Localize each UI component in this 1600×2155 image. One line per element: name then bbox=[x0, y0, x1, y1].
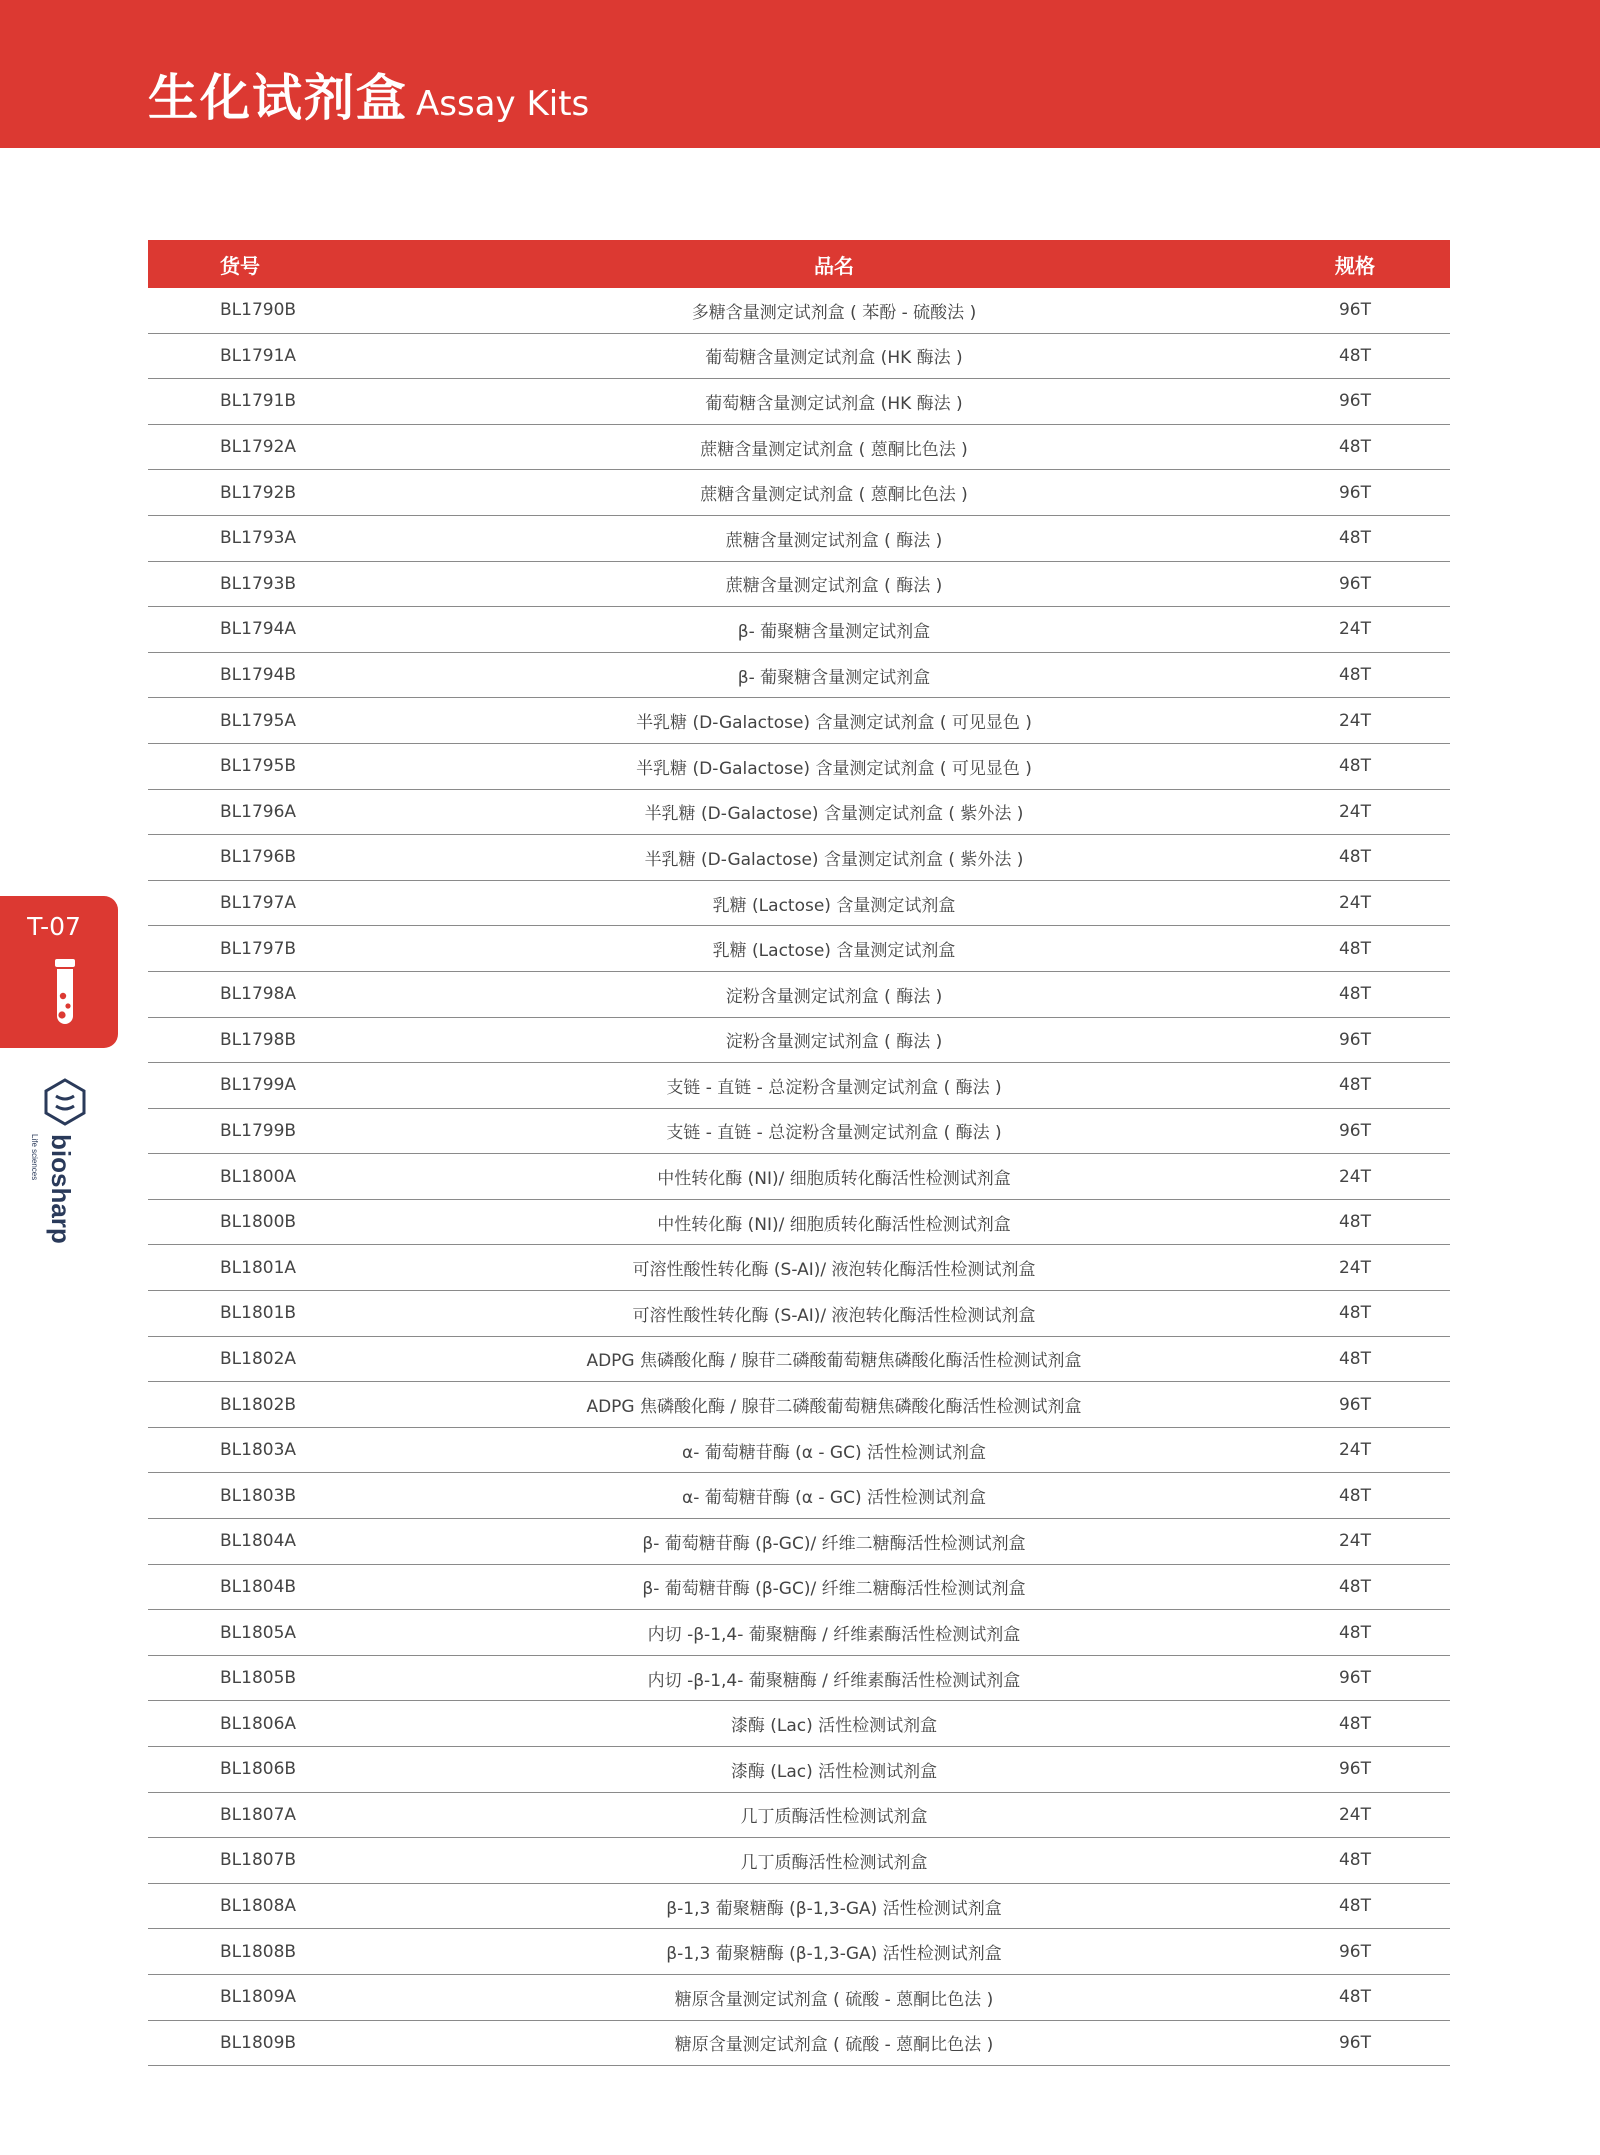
table-row bbox=[148, 1929, 1450, 1975]
cell-spec: 48T bbox=[1220, 1974, 1450, 2020]
cell-product-code: BL1797A bbox=[148, 880, 448, 926]
cell-spec: 96T bbox=[1220, 1108, 1450, 1154]
cell-product-code: BL1791B bbox=[148, 379, 448, 425]
table-row bbox=[148, 1974, 1450, 2020]
cell-product-name: 中性转化酶 (NI)/ 细胞质转化酶活性检测试剂盒 bbox=[448, 1154, 1220, 1200]
column-header-name: 品名 bbox=[448, 240, 1220, 288]
cell-product-code: BL1794A bbox=[148, 607, 448, 653]
table-row bbox=[148, 288, 1450, 333]
cell-spec: 48T bbox=[1220, 1564, 1450, 1610]
cell-product-name: 漆酶 (Lac) 活性检测试剂盒 bbox=[448, 1747, 1220, 1793]
cell-product-name: ADPG 焦磷酸化酶 / 腺苷二磷酸葡萄糖焦磷酸化酶活性检测试剂盒 bbox=[448, 1382, 1220, 1428]
cell-product-code: BL1801B bbox=[148, 1291, 448, 1337]
cell-spec: 48T bbox=[1220, 1473, 1450, 1519]
cell-product-name: ADPG 焦磷酸化酶 / 腺苷二磷酸葡萄糖焦磷酸化酶活性检测试剂盒 bbox=[448, 1336, 1220, 1382]
cell-product-name: β- 葡聚糖含量测定试剂盒 bbox=[448, 607, 1220, 653]
cell-spec: 24T bbox=[1220, 1519, 1450, 1565]
cell-product-code: BL1809A bbox=[148, 1974, 448, 2020]
cell-product-code: BL1803A bbox=[148, 1427, 448, 1473]
header-banner bbox=[0, 0, 1600, 148]
cell-product-name: 淀粉含量测定试剂盒 ( 酶法 ) bbox=[448, 971, 1220, 1017]
page-title-cn: 生化试剂盒 bbox=[148, 69, 408, 127]
cell-product-name: 支链 - 直链 - 总淀粉含量测定试剂盒 ( 酶法 ) bbox=[448, 1063, 1220, 1109]
table-row bbox=[148, 607, 1450, 653]
cell-spec: 48T bbox=[1220, 1291, 1450, 1337]
section-side-tab bbox=[0, 896, 118, 1048]
table-row bbox=[148, 515, 1450, 561]
table-row bbox=[148, 1017, 1450, 1063]
test-tube-icon bbox=[52, 958, 78, 1028]
table-row bbox=[148, 698, 1450, 744]
cell-product-code: BL1792B bbox=[148, 470, 448, 516]
table-row bbox=[148, 1564, 1450, 1610]
page-title-en: Assay Kits bbox=[416, 84, 590, 124]
product-table bbox=[148, 240, 1450, 2066]
table-row bbox=[148, 926, 1450, 972]
cell-product-code: BL1790B bbox=[148, 288, 448, 333]
cell-product-code: BL1798B bbox=[148, 1017, 448, 1063]
cell-product-name: 可溶性酸性转化酶 (S-AI)/ 液泡转化酶活性检测试剂盒 bbox=[448, 1291, 1220, 1337]
cell-spec: 48T bbox=[1220, 971, 1450, 1017]
table-row bbox=[148, 743, 1450, 789]
cell-spec: 96T bbox=[1220, 1655, 1450, 1701]
cell-product-code: BL1795B bbox=[148, 743, 448, 789]
cell-product-code: BL1800B bbox=[148, 1199, 448, 1245]
cell-product-name: β- 葡萄糖苷酶 (β-GC)/ 纤维二糖酶活性检测试剂盒 bbox=[448, 1564, 1220, 1610]
cell-spec: 96T bbox=[1220, 470, 1450, 516]
cell-product-name: 半乳糖 (D-Galactose) 含量测定试剂盒 ( 可见显色 ) bbox=[448, 698, 1220, 744]
cell-spec: 48T bbox=[1220, 1610, 1450, 1656]
table-row bbox=[148, 1427, 1450, 1473]
cell-spec: 48T bbox=[1220, 333, 1450, 379]
cell-product-name: 乳糖 (Lactose) 含量测定试剂盒 bbox=[448, 926, 1220, 972]
cell-spec: 96T bbox=[1220, 1747, 1450, 1793]
table-row bbox=[148, 1199, 1450, 1245]
cell-product-name: 内切 -β-1,4- 葡聚糖酶 / 纤维素酶活性检测试剂盒 bbox=[448, 1655, 1220, 1701]
cell-product-code: BL1806B bbox=[148, 1747, 448, 1793]
cell-spec: 24T bbox=[1220, 698, 1450, 744]
cell-product-code: BL1806A bbox=[148, 1701, 448, 1747]
cell-product-code: BL1801A bbox=[148, 1245, 448, 1291]
table-row bbox=[148, 379, 1450, 425]
cell-spec: 24T bbox=[1220, 1245, 1450, 1291]
cell-spec: 96T bbox=[1220, 379, 1450, 425]
cell-product-code: BL1805B bbox=[148, 1655, 448, 1701]
table-header-row bbox=[148, 240, 1450, 288]
cell-product-code: BL1800A bbox=[148, 1154, 448, 1200]
product-table-container bbox=[148, 240, 1450, 2066]
cell-product-name: 几丁质酶活性检测试剂盒 bbox=[448, 1838, 1220, 1884]
table-row bbox=[148, 1610, 1450, 1656]
table-body bbox=[148, 288, 1450, 2066]
cell-product-name: 半乳糖 (D-Galactose) 含量测定试剂盒 ( 紫外法 ) bbox=[448, 789, 1220, 835]
cell-product-name: 半乳糖 (D-Galactose) 含量测定试剂盒 ( 紫外法 ) bbox=[448, 835, 1220, 881]
cell-product-code: BL1796A bbox=[148, 789, 448, 835]
cell-product-name: 多糖含量测定试剂盒 ( 苯酚 - 硫酸法 ) bbox=[448, 288, 1220, 333]
table-row bbox=[148, 1838, 1450, 1884]
cell-spec: 48T bbox=[1220, 1701, 1450, 1747]
cell-spec: 96T bbox=[1220, 2020, 1450, 2066]
cell-product-code: BL1804B bbox=[148, 1564, 448, 1610]
table-row bbox=[148, 561, 1450, 607]
cell-product-code: BL1799A bbox=[148, 1063, 448, 1109]
column-header-code: 货号 bbox=[148, 240, 448, 288]
brand-tagline: Life sciences bbox=[30, 1134, 39, 1181]
cell-product-name: α- 葡萄糖苷酶 (α - GC) 活性检测试剂盒 bbox=[448, 1427, 1220, 1473]
table-row bbox=[148, 1473, 1450, 1519]
table-row bbox=[148, 2020, 1450, 2066]
cell-product-name: 支链 - 直链 - 总淀粉含量测定试剂盒 ( 酶法 ) bbox=[448, 1108, 1220, 1154]
cell-product-code: BL1797B bbox=[148, 926, 448, 972]
brand-name: biosharp bbox=[46, 1134, 76, 1244]
cell-spec: 96T bbox=[1220, 1929, 1450, 1975]
cell-product-code: BL1795A bbox=[148, 698, 448, 744]
cell-product-code: BL1802B bbox=[148, 1382, 448, 1428]
cell-spec: 48T bbox=[1220, 835, 1450, 881]
cell-spec: 48T bbox=[1220, 515, 1450, 561]
table-row bbox=[148, 1655, 1450, 1701]
cell-product-name: β- 葡萄糖苷酶 (β-GC)/ 纤维二糖酶活性检测试剂盒 bbox=[448, 1519, 1220, 1565]
cell-spec: 48T bbox=[1220, 1336, 1450, 1382]
cell-spec: 48T bbox=[1220, 743, 1450, 789]
cell-spec: 24T bbox=[1220, 1427, 1450, 1473]
cell-spec: 24T bbox=[1220, 1154, 1450, 1200]
table-row bbox=[148, 1701, 1450, 1747]
cell-product-code: BL1807A bbox=[148, 1792, 448, 1838]
cell-product-code: BL1792A bbox=[148, 424, 448, 470]
table-row bbox=[148, 1382, 1450, 1428]
cell-product-name: 蔗糖含量测定试剂盒 ( 蒽酮比色法 ) bbox=[448, 424, 1220, 470]
cell-product-code: BL1802A bbox=[148, 1336, 448, 1382]
table-row bbox=[148, 1154, 1450, 1200]
cell-product-name: 淀粉含量测定试剂盒 ( 酶法 ) bbox=[448, 1017, 1220, 1063]
cell-product-name: 糖原含量测定试剂盒 ( 硫酸 - 蒽酮比色法 ) bbox=[448, 2020, 1220, 2066]
table-row bbox=[148, 1519, 1450, 1565]
cell-product-code: BL1803B bbox=[148, 1473, 448, 1519]
cell-spec: 48T bbox=[1220, 1838, 1450, 1884]
cell-product-code: BL1794B bbox=[148, 652, 448, 698]
table-row bbox=[148, 1245, 1450, 1291]
table-row bbox=[148, 470, 1450, 516]
cell-spec: 96T bbox=[1220, 561, 1450, 607]
cell-spec: 96T bbox=[1220, 1017, 1450, 1063]
table-row bbox=[148, 1792, 1450, 1838]
cell-spec: 48T bbox=[1220, 652, 1450, 698]
cell-product-name: 葡萄糖含量测定试剂盒 (HK 酶法 ) bbox=[448, 379, 1220, 425]
table-row bbox=[148, 835, 1450, 881]
cell-spec: 24T bbox=[1220, 607, 1450, 653]
cell-spec: 48T bbox=[1220, 1199, 1450, 1245]
cell-product-code: BL1799B bbox=[148, 1108, 448, 1154]
table-row bbox=[148, 971, 1450, 1017]
cell-spec: 96T bbox=[1220, 288, 1450, 333]
cell-product-code: BL1793A bbox=[148, 515, 448, 561]
cell-product-name: β-1,3 葡聚糖酶 (β-1,3-GA) 活性检测试剂盒 bbox=[448, 1883, 1220, 1929]
page-title bbox=[148, 58, 589, 130]
table-row bbox=[148, 424, 1450, 470]
cell-product-name: 内切 -β-1,4- 葡聚糖酶 / 纤维素酶活性检测试剂盒 bbox=[448, 1610, 1220, 1656]
brand-logo bbox=[30, 1078, 92, 1258]
cell-product-code: BL1808A bbox=[148, 1883, 448, 1929]
cell-product-name: 葡萄糖含量测定试剂盒 (HK 酶法 ) bbox=[448, 333, 1220, 379]
cell-spec: 24T bbox=[1220, 789, 1450, 835]
cell-product-code: BL1807B bbox=[148, 1838, 448, 1884]
cell-product-name: β-1,3 葡聚糖酶 (β-1,3-GA) 活性检测试剂盒 bbox=[448, 1929, 1220, 1975]
cell-product-code: BL1793B bbox=[148, 561, 448, 607]
table-row bbox=[148, 1108, 1450, 1154]
cell-spec: 24T bbox=[1220, 1792, 1450, 1838]
cell-product-name: 蔗糖含量测定试剂盒 ( 酶法 ) bbox=[448, 515, 1220, 561]
table-row bbox=[148, 1747, 1450, 1793]
cell-product-name: 蔗糖含量测定试剂盒 ( 酶法 ) bbox=[448, 561, 1220, 607]
cell-product-name: 乳糖 (Lactose) 含量测定试剂盒 bbox=[448, 880, 1220, 926]
cell-product-name: α- 葡萄糖苷酶 (α - GC) 活性检测试剂盒 bbox=[448, 1473, 1220, 1519]
cell-product-name: 半乳糖 (D-Galactose) 含量测定试剂盒 ( 可见显色 ) bbox=[448, 743, 1220, 789]
cell-product-name: 中性转化酶 (NI)/ 细胞质转化酶活性检测试剂盒 bbox=[448, 1199, 1220, 1245]
cell-product-name: 漆酶 (Lac) 活性检测试剂盒 bbox=[448, 1701, 1220, 1747]
cell-product-code: BL1808B bbox=[148, 1929, 448, 1975]
cell-product-name: β- 葡聚糖含量测定试剂盒 bbox=[448, 652, 1220, 698]
table-row bbox=[148, 1883, 1450, 1929]
table-header bbox=[148, 240, 1450, 288]
cell-spec: 48T bbox=[1220, 1063, 1450, 1109]
cell-product-code: BL1791A bbox=[148, 333, 448, 379]
cell-spec: 48T bbox=[1220, 424, 1450, 470]
cell-product-code: BL1804A bbox=[148, 1519, 448, 1565]
cell-product-name: 几丁质酶活性检测试剂盒 bbox=[448, 1792, 1220, 1838]
cell-spec: 96T bbox=[1220, 1382, 1450, 1428]
cell-spec: 24T bbox=[1220, 880, 1450, 926]
table-row bbox=[148, 333, 1450, 379]
table-row bbox=[148, 1336, 1450, 1382]
table-row bbox=[148, 1063, 1450, 1109]
cell-product-code: BL1805A bbox=[148, 1610, 448, 1656]
cell-product-code: BL1796B bbox=[148, 835, 448, 881]
table-row bbox=[148, 652, 1450, 698]
cell-product-code: BL1798A bbox=[148, 971, 448, 1017]
table-row bbox=[148, 1291, 1450, 1337]
cell-spec: 48T bbox=[1220, 926, 1450, 972]
column-header-spec: 规格 bbox=[1220, 240, 1450, 288]
cell-product-name: 糖原含量测定试剂盒 ( 硫酸 - 蒽酮比色法 ) bbox=[448, 1974, 1220, 2020]
table-row bbox=[148, 880, 1450, 926]
section-tab-label: T-07 bbox=[27, 912, 81, 941]
table-row bbox=[148, 789, 1450, 835]
cell-product-name: 蔗糖含量测定试剂盒 ( 蒽酮比色法 ) bbox=[448, 470, 1220, 516]
cell-product-code: BL1809B bbox=[148, 2020, 448, 2066]
cell-spec: 48T bbox=[1220, 1883, 1450, 1929]
cell-product-name: 可溶性酸性转化酶 (S-AI)/ 液泡转化酶活性检测试剂盒 bbox=[448, 1245, 1220, 1291]
